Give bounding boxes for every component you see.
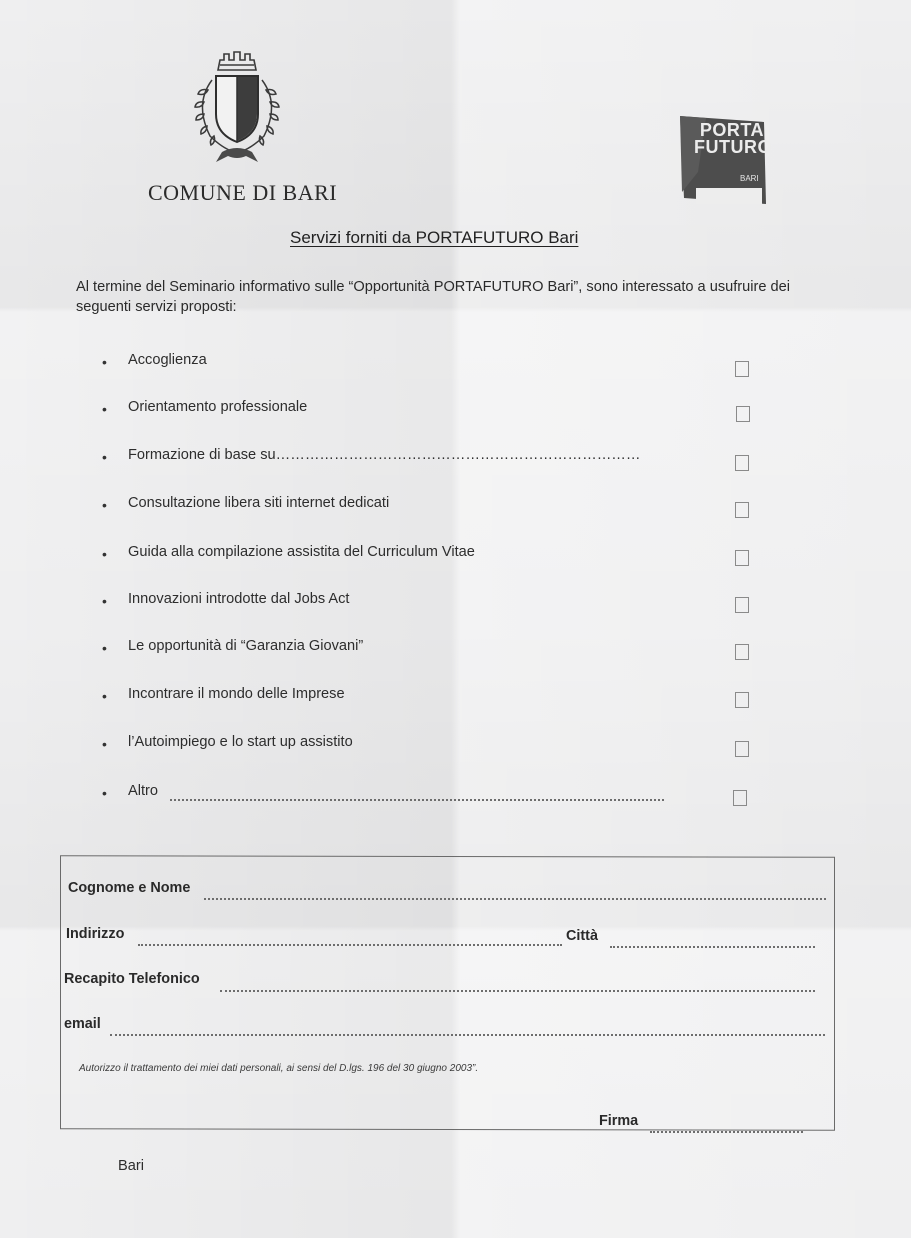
list-item <box>102 783 762 807</box>
service-checkbox[interactable] <box>735 361 749 377</box>
signature-label: Firma <box>599 1113 639 1129</box>
list-item <box>102 399 762 423</box>
list-item <box>102 352 762 376</box>
service-checkbox[interactable] <box>735 455 749 471</box>
place-label: Bari <box>118 1158 144 1174</box>
service-label: Altro <box>128 783 159 799</box>
bullet-icon: • <box>102 401 107 417</box>
signature-field[interactable] <box>650 1131 803 1133</box>
service-label: Incontrare il mondo delle Imprese <box>128 686 345 702</box>
phone-label: Recapito Telefonico <box>64 971 200 987</box>
service-checkbox[interactable] <box>733 790 747 806</box>
city-field[interactable] <box>610 946 815 948</box>
bullet-icon: • <box>102 785 107 801</box>
address-field[interactable] <box>138 944 562 946</box>
altro-fill-line[interactable] <box>170 799 664 801</box>
bullet-icon: • <box>102 497 107 513</box>
logo-line-3: BARI <box>740 174 759 183</box>
service-checkbox[interactable] <box>735 692 749 708</box>
list-item <box>102 495 762 519</box>
phone-field[interactable] <box>220 990 815 992</box>
personal-data-box <box>60 855 835 1131</box>
list-item <box>102 544 762 568</box>
service-checkbox[interactable] <box>735 741 749 757</box>
bullet-icon: • <box>102 449 107 465</box>
service-checkbox[interactable] <box>735 597 749 613</box>
privacy-consent: Autorizzo il trattamento dei miei dati personali, ai sensi del D.lgs. 196 del 30 giugno 2003”. <box>79 1063 479 1074</box>
service-label: l’Autoimpiego e lo start up assistito <box>128 734 353 750</box>
email-label: email <box>64 1016 101 1032</box>
name-label: Cognome e Nome <box>68 880 191 896</box>
service-label: Accoglienza <box>128 352 207 368</box>
bullet-icon: • <box>102 546 107 562</box>
logo-line-1: PORTA <box>699 120 764 140</box>
list-item <box>102 638 762 662</box>
list-item <box>102 447 762 471</box>
bullet-icon: • <box>102 688 107 704</box>
service-label: Guida alla compilazione assistita del Curriculum Vitae <box>128 544 475 560</box>
list-item <box>102 591 762 615</box>
service-label: Le opportunità di “Garanzia Giovani” <box>128 638 364 654</box>
logo-text <box>694 120 772 157</box>
service-checkbox[interactable] <box>736 406 750 422</box>
intro-paragraph: Al termine del Seminario informativo sulle “Opportunità PORTAFUTURO Bari”, sono interessato a usufruire dei seguenti servizi proposti: <box>76 279 791 315</box>
service-label: Formazione di base su………………………………………………………………… <box>128 447 641 463</box>
document-title: Servizi forniti da PORTAFUTURO Bari <box>290 228 579 247</box>
service-checkbox[interactable] <box>735 550 749 566</box>
service-label: Innovazioni introdotte dal Jobs Act <box>128 591 350 607</box>
email-field[interactable] <box>110 1034 825 1036</box>
comune-title: COMUNE DI BARI <box>148 180 338 205</box>
name-field[interactable] <box>204 898 826 900</box>
service-checkbox[interactable] <box>735 502 749 518</box>
list-item <box>102 686 762 710</box>
logo-line-2: FUTURO <box>694 137 772 157</box>
list-item <box>102 734 762 758</box>
bullet-icon: • <box>102 593 107 609</box>
bullet-icon: • <box>102 354 107 370</box>
coat-of-arms-icon <box>182 48 292 166</box>
bullet-icon: • <box>102 640 107 656</box>
address-label: Indirizzo <box>66 926 125 942</box>
bullet-icon: • <box>102 736 107 752</box>
service-label: Orientamento professionale <box>128 399 308 415</box>
service-checkbox[interactable] <box>735 644 749 660</box>
service-label: Consultazione libera siti internet dedicati <box>128 495 390 511</box>
city-label: Città <box>566 928 598 944</box>
